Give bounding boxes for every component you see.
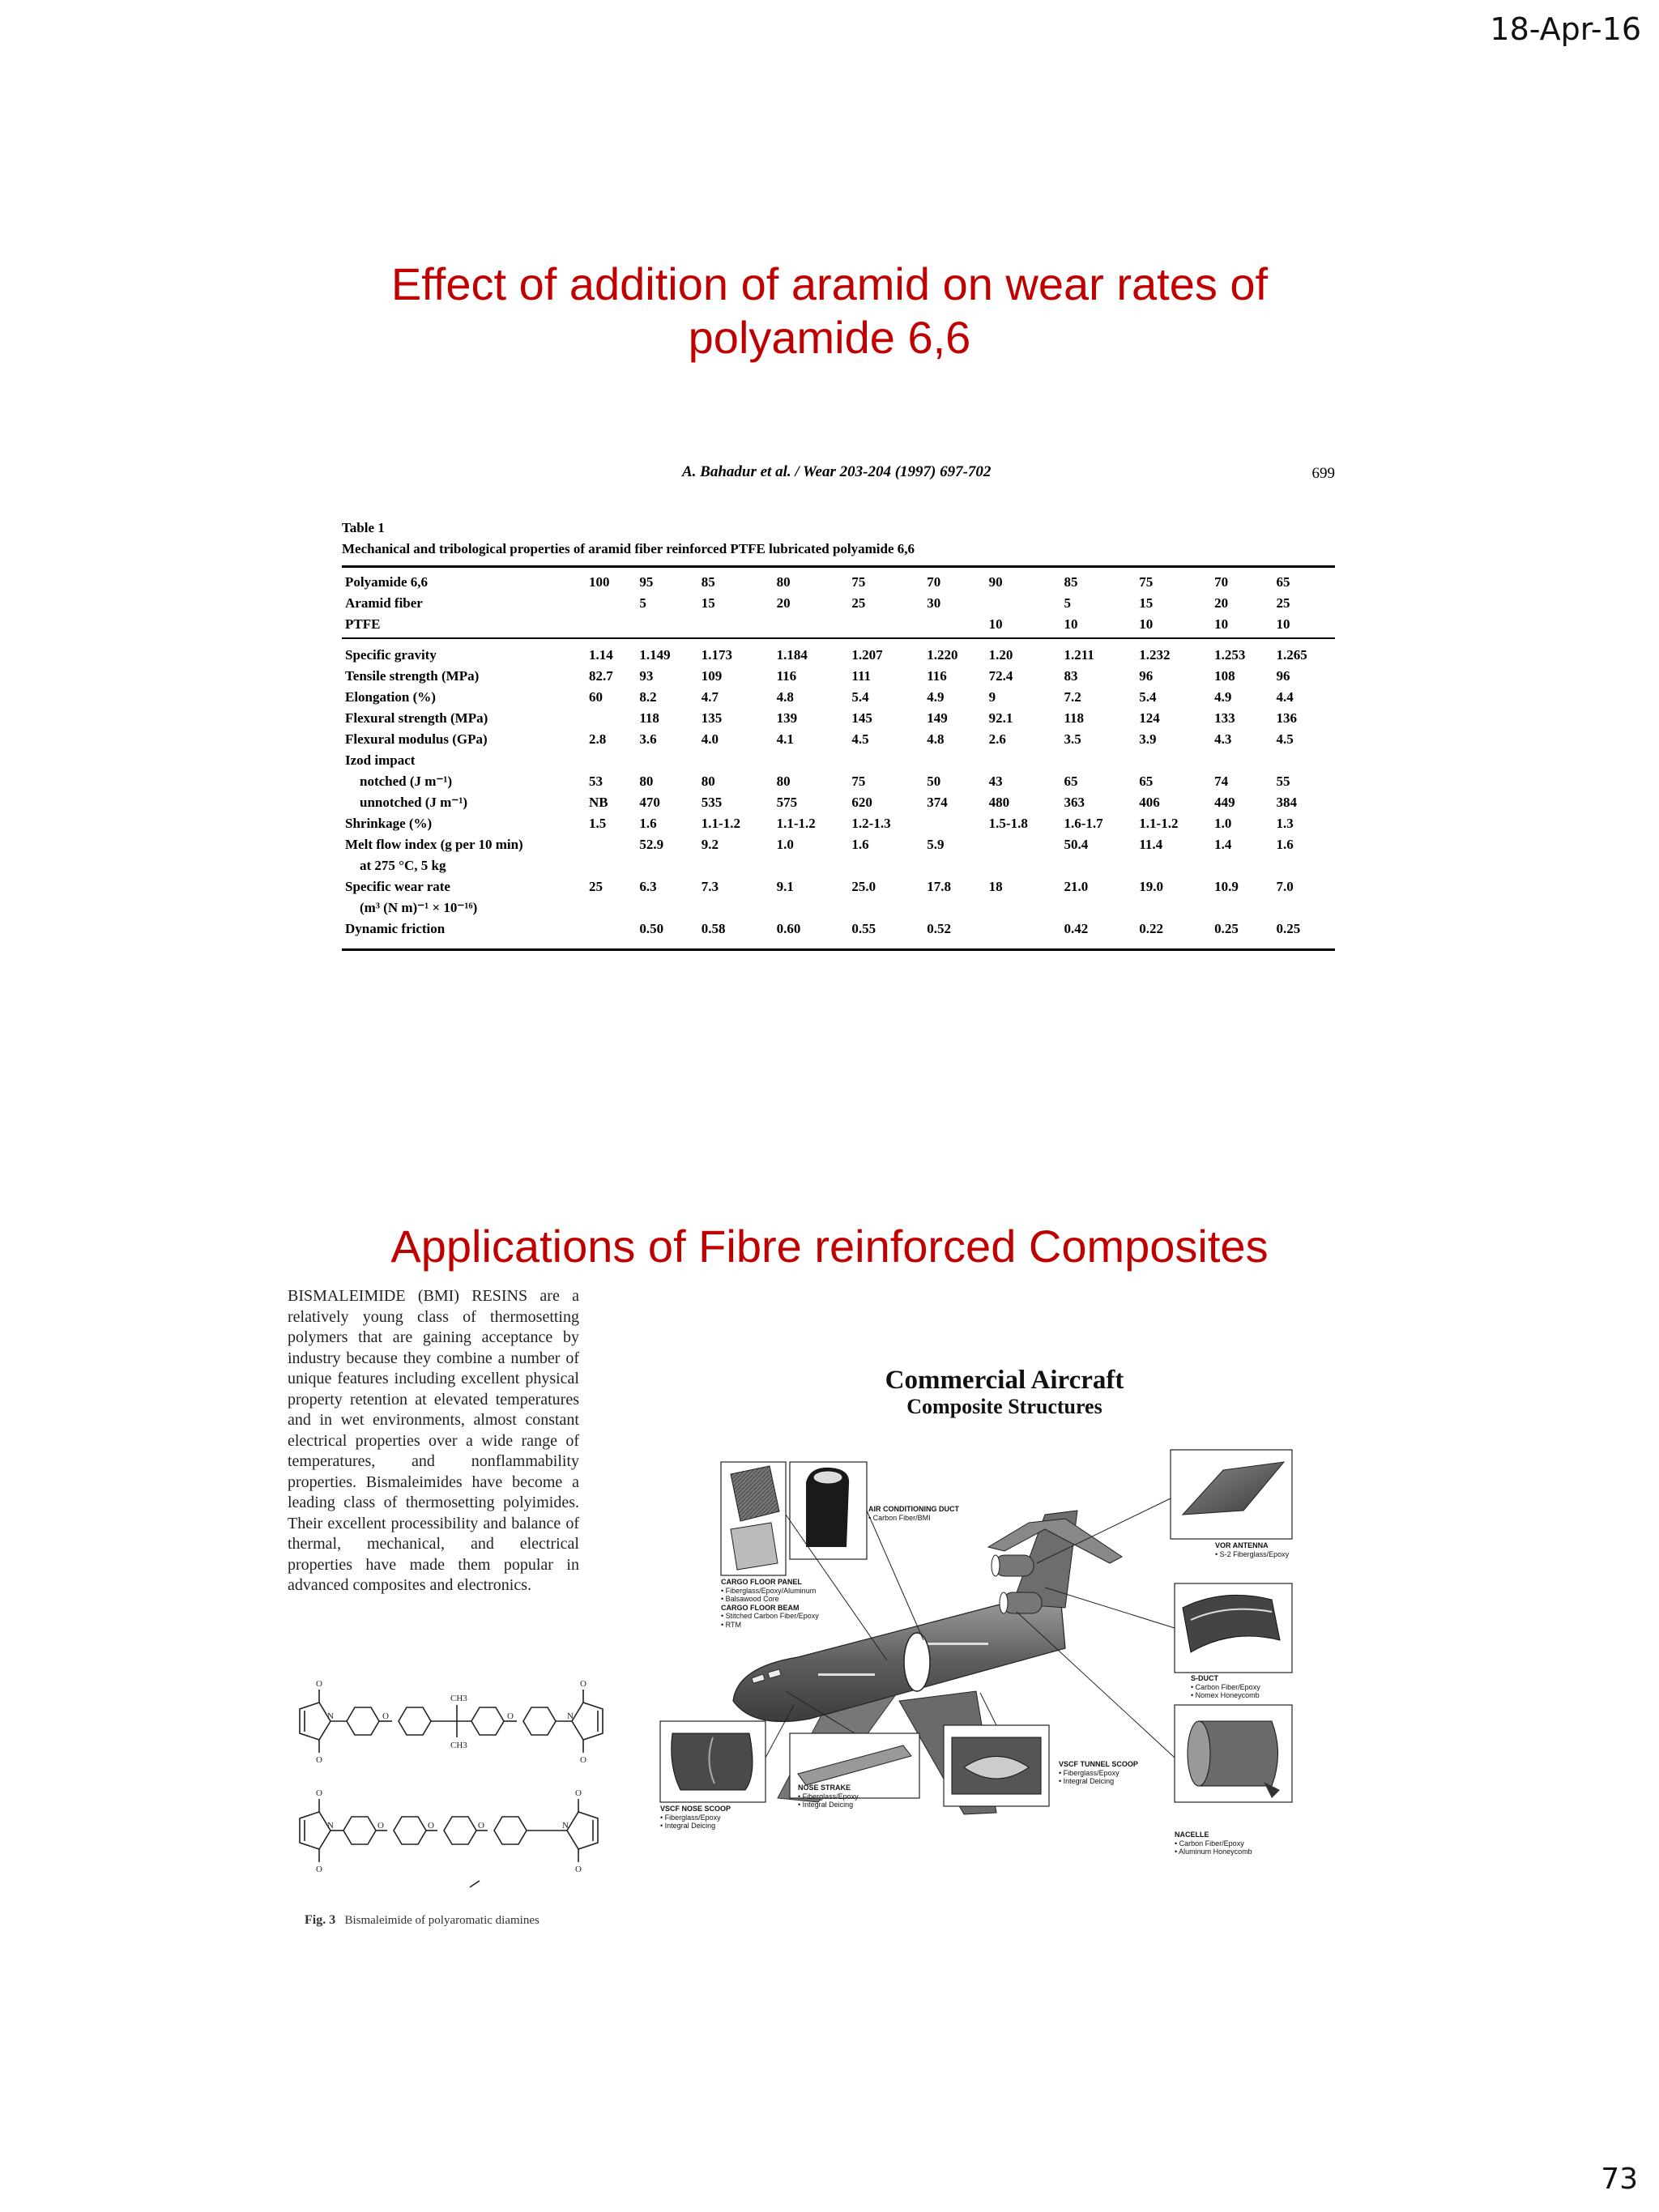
table-cell: 0.58: [698, 921, 774, 950]
table-cell: 575: [776, 795, 798, 810]
table-cell: 10: [988, 616, 1003, 632]
table-cell: [923, 816, 985, 837]
table-cell: [1273, 752, 1335, 774]
table-cell: 15: [701, 595, 715, 611]
table-cell: [586, 837, 636, 858]
vscf-tunnel-scoop-part: [944, 1725, 1049, 1806]
table-excerpt: [342, 460, 1335, 951]
table-cell: [1136, 858, 1211, 879]
row-label: Elongation (%): [345, 689, 436, 705]
table-cell: 384: [1276, 795, 1298, 810]
table-cell: 1.6-1.7: [1064, 816, 1103, 831]
table-cell: 19.0: [1139, 879, 1164, 894]
table-row: [342, 710, 1335, 731]
table-cell: 1.1-1.2: [776, 816, 816, 831]
table-cell: [1136, 752, 1211, 774]
table-cell: 10: [1139, 616, 1154, 632]
row-label: at 275 °C, 5 kg: [360, 858, 446, 873]
cargo-floor-panel-part: [721, 1462, 786, 1575]
table-cell: 1.14: [586, 638, 636, 668]
figure-caption-text: Bismaleimide of polyaromatic diamines: [344, 1914, 539, 1927]
svg-text:O: O: [316, 1865, 322, 1874]
row-label: (m³ (N m)⁻¹ × 10⁻¹⁶): [360, 900, 478, 915]
figure-caption: [305, 1913, 539, 1928]
table-cell: [698, 616, 774, 638]
row-label: Polyamide 6,6: [342, 567, 586, 596]
svg-text:O: O: [580, 1755, 586, 1765]
table-cell: [586, 595, 636, 616]
table-cell: [923, 752, 985, 774]
svg-text:O: O: [377, 1821, 384, 1831]
table-cell: 4.9: [927, 689, 945, 705]
vscf-nose-scoop-part: [660, 1721, 766, 1802]
row-label: Specific wear rate: [345, 879, 450, 894]
table-cell: 10.9: [1214, 879, 1239, 894]
svg-text:O: O: [478, 1821, 484, 1831]
table-cell: 0.50: [636, 921, 697, 950]
properties-table: [342, 565, 1335, 951]
table-cell: [636, 752, 697, 774]
table-cell: 363: [1064, 795, 1085, 810]
table-cell: 3.6: [639, 731, 657, 747]
table-cell: 1.1-1.2: [1139, 816, 1179, 831]
table-cell: 75: [848, 567, 923, 596]
callout-vor-antenna: VOR ANTENNA • S-2 Fiberglass/Epoxy: [1215, 1541, 1290, 1558]
row-label: Izod impact: [345, 752, 416, 768]
table-cell: 80: [701, 774, 715, 789]
table-cell: NB: [589, 795, 608, 810]
table-cell: [586, 752, 636, 774]
table-cell: [1136, 900, 1211, 921]
table-cell: 0.22: [1136, 921, 1211, 950]
table-cell: 82.7: [589, 668, 613, 684]
table-cell: [986, 858, 1061, 879]
table-cell: 109: [701, 668, 723, 684]
table-cell: 1.2-1.3: [851, 816, 891, 831]
table-cell: 65: [1139, 774, 1154, 789]
table-cell: 72.4: [988, 668, 1013, 684]
table-cell: [586, 900, 636, 921]
table-cell: 60: [589, 689, 603, 705]
table-cell: [848, 616, 923, 638]
table-cell: 108: [1214, 668, 1235, 684]
table-cell: 9.2: [701, 837, 719, 852]
benzene-ring: [444, 1817, 476, 1844]
table-cell: 20: [776, 595, 791, 611]
table-cell: 1.173: [698, 638, 774, 668]
table-cell: 620: [851, 795, 872, 810]
table-row: [342, 668, 1335, 689]
row-label: Flexural modulus (GPa): [345, 731, 488, 747]
benzene-ring: [523, 1707, 556, 1735]
table-row: [342, 567, 1335, 596]
table-cell: 406: [1139, 795, 1160, 810]
table-cell: 4.0: [701, 731, 719, 747]
callout-s-duct: S-DUCT • Carbon Fiber/Epoxy • Nomex Honeycomb: [1191, 1674, 1260, 1699]
table-cell: 1.3: [1276, 816, 1294, 831]
table-cell: 2.6: [988, 731, 1006, 747]
table-cell: 21.0: [1064, 879, 1089, 894]
table-cell: 5.4: [1139, 689, 1157, 705]
table-cell: 55: [1276, 774, 1290, 789]
table-cell: 135: [701, 710, 723, 726]
table-cell: 111: [851, 668, 872, 684]
table-cell: 1.0: [776, 837, 794, 852]
nacelle-part: [1175, 1705, 1292, 1802]
table-cell: [636, 900, 697, 921]
table-row: [342, 774, 1335, 795]
row-label: unnotched (J m⁻¹): [360, 795, 468, 810]
table-cell: 4.8: [927, 731, 945, 747]
property-rows: [342, 638, 1335, 950]
table-cell: [774, 900, 849, 921]
table-cell: 92.1: [988, 710, 1013, 726]
table-cell: 90: [986, 567, 1061, 596]
table-cell: 100: [586, 567, 636, 596]
page-number: 73: [1601, 2163, 1638, 2196]
table-cell: 4.5: [851, 731, 869, 747]
svg-text:O: O: [575, 1788, 582, 1798]
s-duct-part: [1175, 1583, 1292, 1673]
aircraft-subtitle: Composite Structures: [906, 1395, 1102, 1418]
table-cell: 53: [589, 774, 603, 789]
svg-text:N: N: [327, 1711, 334, 1721]
figure-caption-label: Fig. 3: [305, 1913, 336, 1927]
maleimide-ring-left-top: [300, 1690, 331, 1753]
svg-text:O: O: [316, 1755, 322, 1765]
table-cell: 374: [927, 795, 948, 810]
table-cell: 65: [1273, 567, 1335, 596]
table-cell: [986, 837, 1061, 858]
table-cell: [1211, 858, 1273, 879]
table-cell: 25: [589, 879, 603, 894]
svg-text:N: N: [327, 1821, 334, 1831]
table-cell: 1.265: [1273, 638, 1335, 668]
table-cell: 80: [776, 774, 791, 789]
table-cell: 116: [927, 668, 947, 684]
table-cell: 95: [636, 567, 697, 596]
row-label: Melt flow index (g per 10 min): [345, 837, 523, 852]
callout-nacelle: NACELLE • Carbon Fiber/Epoxy • Aluminum Honeycomb: [1175, 1831, 1252, 1856]
table-cell: 5.9: [927, 837, 945, 852]
table-cell: 25.0: [851, 879, 876, 894]
svg-text:O: O: [316, 1788, 322, 1798]
table-cell: 118: [1064, 710, 1085, 726]
table-cell: 5.4: [851, 689, 869, 705]
table-cell: 85: [1060, 567, 1136, 596]
table-cell: [986, 921, 1061, 950]
table-cell: [1273, 858, 1335, 879]
table-cell: [774, 616, 849, 638]
table-cell: 11.4: [1139, 837, 1163, 852]
journal-header: [342, 460, 1335, 488]
table-cell: 10: [1064, 616, 1078, 632]
table-cell: 65: [1064, 774, 1078, 789]
table-cell: 116: [776, 668, 797, 684]
table-cell: 1.184: [774, 638, 849, 668]
table-cell: 7.2: [1064, 689, 1081, 705]
table-cell: 124: [1139, 710, 1160, 726]
table-cell: 449: [1214, 795, 1235, 810]
table-cell: 6.3: [639, 879, 657, 894]
table-cell: 1.4: [1214, 837, 1232, 852]
table-row: [342, 816, 1335, 837]
table-cell: 52.9: [639, 837, 664, 852]
table-cell: 0.42: [1060, 921, 1136, 950]
table-cell: [586, 710, 636, 731]
table-cell: [586, 921, 636, 950]
table-row: [342, 731, 1335, 752]
aircraft-diagram-title: [842, 1366, 1166, 1419]
table-cell: 1.20: [986, 638, 1061, 668]
bmi-resins-paragraph: BISMALEIMIDE (BMI) RESINS are a relatively young class of thermosetting polymers that are gaining acceptance by industry because they combine a number of unique features including excellent physical property retention at elevated temperatures and in wet environments, almost constant electrical properties over a wide range of temperatures, and nonflammability properties. Bismaleimides have become a leading class of thermosetting polyimides. Their excellent processibility and balance of thermal, mechanical, and electrical properties have made them popular in advanced composites and electronics.: [288, 1287, 579, 1594]
table-cell: 4.3: [1214, 731, 1232, 747]
table-cell: 18: [988, 879, 1003, 894]
table-cell: 1.211: [1060, 638, 1136, 668]
table-row: [342, 879, 1335, 900]
callout-vscf-nose-scoop: VSCF NOSE SCOOP • Fiberglass/Epoxy • Integral Deicing: [660, 1805, 731, 1830]
ch3-bottom-label: CH3: [450, 1741, 467, 1750]
table-cell: [986, 752, 1061, 774]
table-cell: 4.1: [776, 731, 794, 747]
callout-vscf-tunnel-scoop: VSCF TUNNEL SCOOP • Fiberglass/Epoxy • Integral Deicing: [1059, 1760, 1138, 1785]
table-cell: 0.60: [774, 921, 849, 950]
callout-cargo-floor: CARGO FLOOR PANEL • Fiberglass/Epoxy/Aluminum • Balsawood Core CARGO FLOOR BEAM • Stitched Carbon Fiber/Epoxy • RTM: [721, 1578, 819, 1629]
ch3-top-label: CH3: [450, 1694, 467, 1703]
row-label: Shrinkage (%): [345, 816, 433, 831]
table-cell: 1.6: [639, 816, 657, 831]
table-cell: [1060, 752, 1136, 774]
table-cell: 1.207: [848, 638, 923, 668]
aircraft-title: Commercial Aircraft: [885, 1366, 1124, 1395]
table-cell: 1.5: [589, 816, 607, 831]
table-cell: [774, 858, 849, 879]
benzene-ring: [399, 1707, 431, 1735]
bismaleimide-structure-figure: [292, 1669, 640, 1912]
benzene-ring: [347, 1707, 379, 1735]
table-row: [342, 752, 1335, 774]
table-cell: 50.4: [1064, 837, 1089, 852]
table-cell: 139: [776, 710, 798, 726]
svg-text:O: O: [580, 1679, 586, 1689]
table-cell: 74: [1214, 774, 1229, 789]
slide-title-aramid: [0, 258, 1659, 364]
table-cell: [1211, 752, 1273, 774]
table-cell: 4.4: [1276, 689, 1294, 705]
svg-text:O: O: [507, 1711, 514, 1721]
table-cell: 1.232: [1136, 638, 1211, 668]
table-cell: 1.220: [923, 638, 985, 668]
table-cell: [923, 858, 985, 879]
table-row: [342, 858, 1335, 879]
table-label: Table 1: [342, 520, 385, 535]
table-cell: [986, 900, 1061, 921]
table-cell: 0.52: [923, 921, 985, 950]
svg-text:O: O: [428, 1821, 434, 1831]
aircraft-diagram: [656, 1434, 1320, 1871]
table-cell: [986, 595, 1061, 616]
table-cell: [1060, 900, 1136, 921]
table-cell: [1273, 900, 1335, 921]
table-cell: 30: [927, 595, 941, 611]
table-cell: 3.9: [1139, 731, 1157, 747]
table-cell: 4.7: [701, 689, 719, 705]
table-row: [342, 795, 1335, 816]
table-cell: 10: [1214, 616, 1229, 632]
benzene-ring: [471, 1707, 504, 1735]
table-cell: 85: [698, 567, 774, 596]
table-cell: 1.5-1.8: [988, 816, 1028, 831]
table-cell: 80: [774, 567, 849, 596]
table-cell: 0.25: [1211, 921, 1273, 950]
table-cell: 4.8: [776, 689, 794, 705]
table-cell: 470: [639, 795, 660, 810]
table-cell: 136: [1276, 710, 1298, 726]
table-row: [342, 638, 1335, 668]
table-cell: 25: [851, 595, 866, 611]
table-cell: 96: [1139, 668, 1154, 684]
table-cell: [848, 900, 923, 921]
table-cell: [774, 752, 849, 774]
table-cell: [586, 616, 636, 638]
table-cell: 1.149: [636, 638, 697, 668]
row-label: Aramid fiber: [345, 595, 423, 611]
row-label: PTFE: [345, 616, 381, 632]
row-label: Flexural strength (MPa): [345, 710, 488, 726]
table-cell: [698, 752, 774, 774]
table-cell: 75: [851, 774, 866, 789]
title-line-1: Effect of addition of aramid on wear rates of: [390, 258, 1269, 309]
table-row: [342, 595, 1335, 616]
table-cell: 83: [1064, 668, 1078, 684]
table-cell: [586, 858, 636, 879]
maleimide-ring-left-bottom: [300, 1799, 331, 1862]
table-cell: 25: [1276, 595, 1290, 611]
table-cell: 2.8: [589, 731, 607, 747]
table-cell: 70: [923, 567, 985, 596]
table-cell: 1.6: [851, 837, 869, 852]
maleimide-ring-right-bottom: [567, 1799, 598, 1862]
table-cell: 149: [927, 710, 948, 726]
composition-rows: [342, 567, 1335, 639]
vor-antenna-part: [1171, 1450, 1292, 1539]
table-cell: [848, 752, 923, 774]
callout-air-conditioning-duct: AIR CONDITIONING DUCT • Carbon Fiber/BMI: [868, 1505, 959, 1522]
table-cell: 5: [1064, 595, 1071, 611]
table-cell: 3.5: [1064, 731, 1081, 747]
table-cell: 535: [701, 795, 723, 810]
table-cell: 96: [1276, 668, 1290, 684]
benzene-ring: [343, 1817, 376, 1844]
table-cell: [636, 616, 697, 638]
table-cell: 15: [1139, 595, 1154, 611]
table-cell: 93: [639, 668, 654, 684]
svg-text:N: N: [567, 1711, 574, 1721]
maleimide-ring-right-top: [572, 1690, 603, 1753]
table-cell: [636, 858, 697, 879]
table-cell: 17.8: [927, 879, 951, 894]
table-cell: 75: [1136, 567, 1211, 596]
slide-date: 18-Apr-16: [1490, 11, 1641, 47]
table-cell: 10: [1276, 616, 1290, 632]
benzene-ring: [394, 1817, 426, 1844]
table-row: [342, 689, 1335, 710]
table-cell: 50: [927, 774, 941, 789]
table-cell: 4.5: [1276, 731, 1294, 747]
table-cell: 7.0: [1276, 879, 1294, 894]
table-cell: 1.1-1.2: [701, 816, 740, 831]
callout-nose-strake: NOSE STRAKE • Fiberglass/Epoxy • Integral Deicing: [798, 1784, 859, 1809]
table-cell: 0.25: [1273, 921, 1335, 950]
table-cell: [1060, 858, 1136, 879]
table-cell: 4.9: [1214, 689, 1232, 705]
table-cell: 70: [1211, 567, 1273, 596]
slide-title-applications: Applications of Fibre reinforced Composites: [390, 1221, 1269, 1272]
air-conditioning-duct-part: [790, 1462, 867, 1559]
title-line-2: polyamide 6,6: [688, 312, 971, 363]
table-cell: [923, 900, 985, 921]
table-cell: 80: [639, 774, 654, 789]
journal-reference: A. Bahadur et al. / Wear 203-204 (1997) 697-702: [682, 463, 992, 480]
table-caption: Mechanical and tribological properties of aramid fiber reinforced PTFE lubricated polyamide 6,6: [342, 541, 915, 556]
table-cell: 0.55: [848, 921, 923, 950]
table-row: [342, 616, 1335, 638]
table-cell: 1.0: [1214, 816, 1232, 831]
table-cell: [923, 616, 985, 638]
table-cell: [698, 858, 774, 879]
table-cell: 5: [639, 595, 646, 611]
table-cell: 7.3: [701, 879, 719, 894]
table-cell: [848, 858, 923, 879]
table-cell: 480: [988, 795, 1010, 810]
svg-text:O: O: [316, 1679, 322, 1689]
svg-text:O: O: [382, 1711, 389, 1721]
table-cell: 43: [988, 774, 1003, 789]
table-cell: 118: [639, 710, 659, 726]
table-row: [342, 921, 1335, 950]
row-label: notched (J m⁻¹): [360, 774, 453, 789]
table-cell: 1.253: [1211, 638, 1273, 668]
row-label: Tensile strength (MPa): [345, 668, 480, 684]
table-cell: 8.2: [639, 689, 657, 705]
benzene-ring: [494, 1817, 527, 1844]
svg-text:O: O: [575, 1865, 582, 1874]
fuselage-cutaway: [904, 1633, 930, 1691]
table-cell: [1211, 900, 1273, 921]
table-cell: 1.6: [1276, 837, 1294, 852]
row-label: Specific gravity: [342, 638, 586, 668]
table-cell: 9: [988, 689, 996, 705]
table-cell: 20: [1214, 595, 1229, 611]
table-row: [342, 837, 1335, 858]
table-row: [342, 900, 1335, 921]
table-cell: 9.1: [776, 879, 794, 894]
journal-page-number: 699: [1311, 465, 1335, 482]
table-cell: 145: [851, 710, 872, 726]
table-cell: [698, 900, 774, 921]
table-cell: 133: [1214, 710, 1235, 726]
svg-text:N: N: [562, 1821, 569, 1831]
row-label: Dynamic friction: [342, 921, 586, 950]
